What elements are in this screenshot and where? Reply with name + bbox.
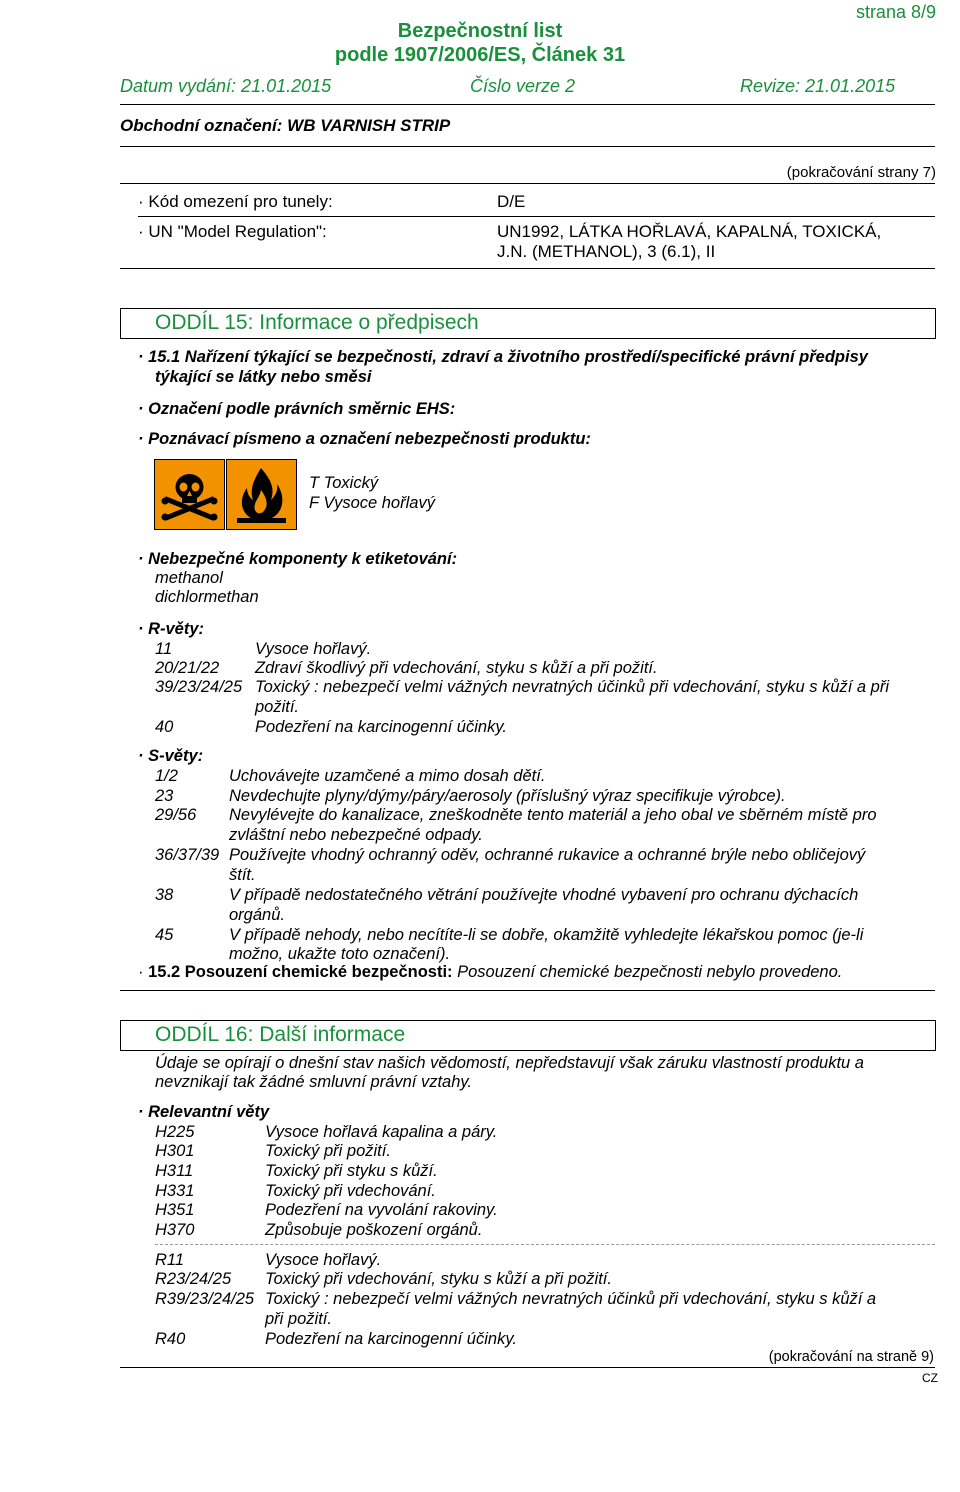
r-phrases-label: · R-věty: (138, 620, 205, 638)
h-code: H351 (155, 1201, 195, 1219)
r-code: R40 (155, 1330, 186, 1348)
skull-crossbones-icon (154, 459, 225, 530)
tunnel-code-label: Kód omezení pro tunely: (148, 192, 333, 211)
tunnel-code-value: D/E (497, 192, 526, 211)
continuation-rule (120, 183, 935, 184)
tunnel-rule (138, 216, 935, 217)
symbol-text-flammable: F Vysoce hořlavý (309, 494, 435, 512)
r-text: Toxický : nebezpečí velmi vážných nevratných účinků při vdechování, styku s kůží a při (255, 678, 890, 696)
flame-icon (226, 459, 297, 530)
r-code: R39/23/24/25 (155, 1290, 255, 1308)
page-number: strana 8/9 (855, 2, 936, 22)
s-code: 36/37/39 (155, 846, 220, 864)
disclaimer-line1: Údaje se opírají o dnešní stav našich vědomostí, nepředstavují však záruku vlastností produktu a (155, 1054, 864, 1072)
trade-name-rule (120, 146, 935, 147)
document-title: Bezpečnostní list (397, 20, 563, 42)
r-text: Zdraví škodlivý při vdechování, styku s kůží a při požití. (255, 659, 658, 677)
s-text-continued: možno, ukažte toto označení). (229, 945, 451, 963)
r-text: Podezření na karcinogenní účinky. (265, 1330, 517, 1348)
r-phrase-row (155, 678, 242, 697)
r-phrase-row (155, 659, 219, 678)
h-code: H301 (155, 1142, 195, 1160)
s-code: 29/56 (155, 806, 197, 824)
regulation-title: · 15.1 Nařízení týkající se bezpečnosti, zdraví a životního prostředí/specifické právní předpisy (138, 348, 868, 366)
continued-from: (pokračování strany 7) (786, 164, 936, 181)
un-regulation-row (138, 222, 327, 242)
version-number: Číslo verze 2 (470, 76, 576, 96)
components-label: · Nebezpečné komponenty k etiketování: (138, 550, 458, 568)
language-code: CZ (922, 1371, 938, 1385)
s-text: V případě nehody, nebo necítíte-li se dobře, okamžitě vyhledejte lékařskou pomoc (je-li (229, 926, 864, 944)
r-code: R11 (155, 1251, 185, 1269)
s-phrases-label: · S-věty: (138, 747, 204, 765)
h-code: H331 (155, 1182, 195, 1200)
r-code: 39/23/24/25 (155, 678, 243, 696)
r-text-continued: požití. (255, 698, 300, 716)
r-text: Vysoce hořlavý. (255, 640, 372, 658)
bullet: · (138, 192, 144, 211)
r-code: 11 (155, 640, 173, 658)
r-code: 40 (155, 718, 174, 736)
h-text: Toxický při požití. (265, 1142, 391, 1160)
h-code: H370 (155, 1221, 195, 1239)
chemical-safety-assessment: · 15.2 Posouzení chemické bezpečnosti: Posouzení chemické bezpečnosti nebylo provedeno. (138, 963, 843, 981)
s-text-continued: orgánů. (229, 906, 285, 924)
r-text-continued: při požití. (265, 1310, 332, 1328)
h-text: Způsobuje poškození orgánů. (265, 1221, 483, 1239)
trade-name: Obchodní označení: WB VARNISH STRIP (120, 116, 451, 135)
regulation-title-line2: týkající se látky nebo směsi (155, 368, 372, 386)
hazard-letter-text: Poznávací písmeno a označení nebezpečnosti produktu: (148, 430, 591, 448)
r-phrase-row (155, 718, 173, 737)
relevant-phrases-text: Relevantní věty (148, 1103, 270, 1121)
eu-marking-label: · Označení podle právních směrnic EHS: (138, 400, 456, 418)
relevant-phrases-label: · Relevantní věty (138, 1103, 270, 1121)
r-text: Toxický při vdechování, styku s kůží a při požití. (265, 1270, 612, 1288)
r-phrase-row (155, 640, 172, 659)
s-text: Nevylévejte do kanalizace, zneškodněte tento materiál a jeho obal ve sběrném místě pro (229, 806, 877, 824)
s-code: 45 (155, 926, 174, 944)
section-16-heading: ODDÍL 16: Další informace (155, 1023, 406, 1046)
symbol-text-toxic: T Toxický (309, 474, 379, 492)
disclaimer-line2: nevznikají tak žádné smluvní právní vztahy. (155, 1073, 473, 1091)
s-phrases-label-text: S-věty: (148, 747, 204, 765)
issue-date: Datum vydání: 21.01.2015 (120, 76, 332, 96)
eu-marking-text: Označení podle právních směrnic EHS: (148, 400, 456, 418)
continued-to: (pokračování na straně 9) (768, 1349, 934, 1365)
s-code: 38 (155, 886, 174, 904)
hazard-letter-label: · Poznávací písmeno a označení nebezpečnosti produktu: (138, 430, 591, 448)
section-15-heading: ODDÍL 15: Informace o předpisech (155, 311, 479, 334)
s-text: Nevdechujte plyny/dýmy/páry/aerosoly (příslušný výraz specifikuje výrobce). (229, 787, 786, 805)
un-regulation-label: UN "Model Regulation": (148, 222, 327, 241)
r-code: 20/21/22 (155, 659, 220, 677)
csa-label: 15.2 Posouzení chemické bezpečnosti: (148, 963, 453, 981)
r-text: Podezření na karcinogenní účinky. (255, 718, 507, 736)
h-code: H225 (155, 1123, 195, 1141)
h-text: Podezření na vyvolání rakoviny. (265, 1201, 498, 1219)
s-text: Používejte vhodný ochranný oděv, ochranné rukavice a ochranné brýle nebo obličejový (229, 846, 866, 864)
s-code: 1/2 (155, 767, 178, 785)
un-regulation-value-1: UN1992, LÁTKA HOŘLAVÁ, KAPALNÁ, TOXICKÁ, (497, 222, 882, 241)
h-text: Toxický při styku s kůží. (265, 1162, 438, 1180)
revision-date: Revize: 21.01.2015 (740, 76, 896, 96)
h-code: H311 (155, 1162, 194, 1180)
phrase-separator (155, 1244, 935, 1245)
h-text: Vysoce hořlavá kapalina a páry. (265, 1123, 498, 1141)
csa-value: Posouzení chemické bezpečnosti nebylo provedeno. (457, 963, 843, 981)
tunnel-code-row (138, 192, 333, 212)
r-text: Toxický : nebezpečí velmi vážných nevratných účinků při vdechování, styku s kůží a (265, 1290, 877, 1308)
component-item: methanol (155, 569, 223, 587)
s-text-continued: zvláštní nebo nebezpečné odpady. (229, 826, 483, 844)
document-subtitle: podle 1907/2006/ES, Článek 31 (334, 44, 626, 66)
r-code: R23/24/25 (155, 1270, 232, 1288)
footer-rule (120, 1367, 935, 1368)
regulation-title-line1: 15.1 Nařízení týkající se bezpečnosti, zdraví a životního prostředí/specifické právní předpisy (148, 348, 868, 366)
section-15-end-rule (120, 990, 935, 991)
s-text: Uchovávejte uzamčené a mimo dosah dětí. (229, 767, 546, 785)
r-text: Vysoce hořlavý. (265, 1251, 382, 1269)
s-text: V případě nedostatečného větrání používejte vhodné vybavení pro ochranu dýchacích (229, 886, 859, 904)
h-text: Toxický při vdechování. (265, 1182, 436, 1200)
component-item: dichlormethan (155, 588, 259, 606)
r-phrases-label-text: R-věty: (148, 620, 205, 638)
components-label-text: Nebezpečné komponenty k etiketování: (148, 550, 458, 568)
transport-end-rule (120, 268, 935, 269)
bullet: · (138, 222, 144, 241)
header-rule (120, 104, 935, 105)
s-code: 23 (155, 787, 174, 805)
s-text-continued: štít. (229, 866, 256, 884)
un-regulation-value-2: J.N. (METHANOL), 3 (6.1), II (497, 242, 716, 261)
